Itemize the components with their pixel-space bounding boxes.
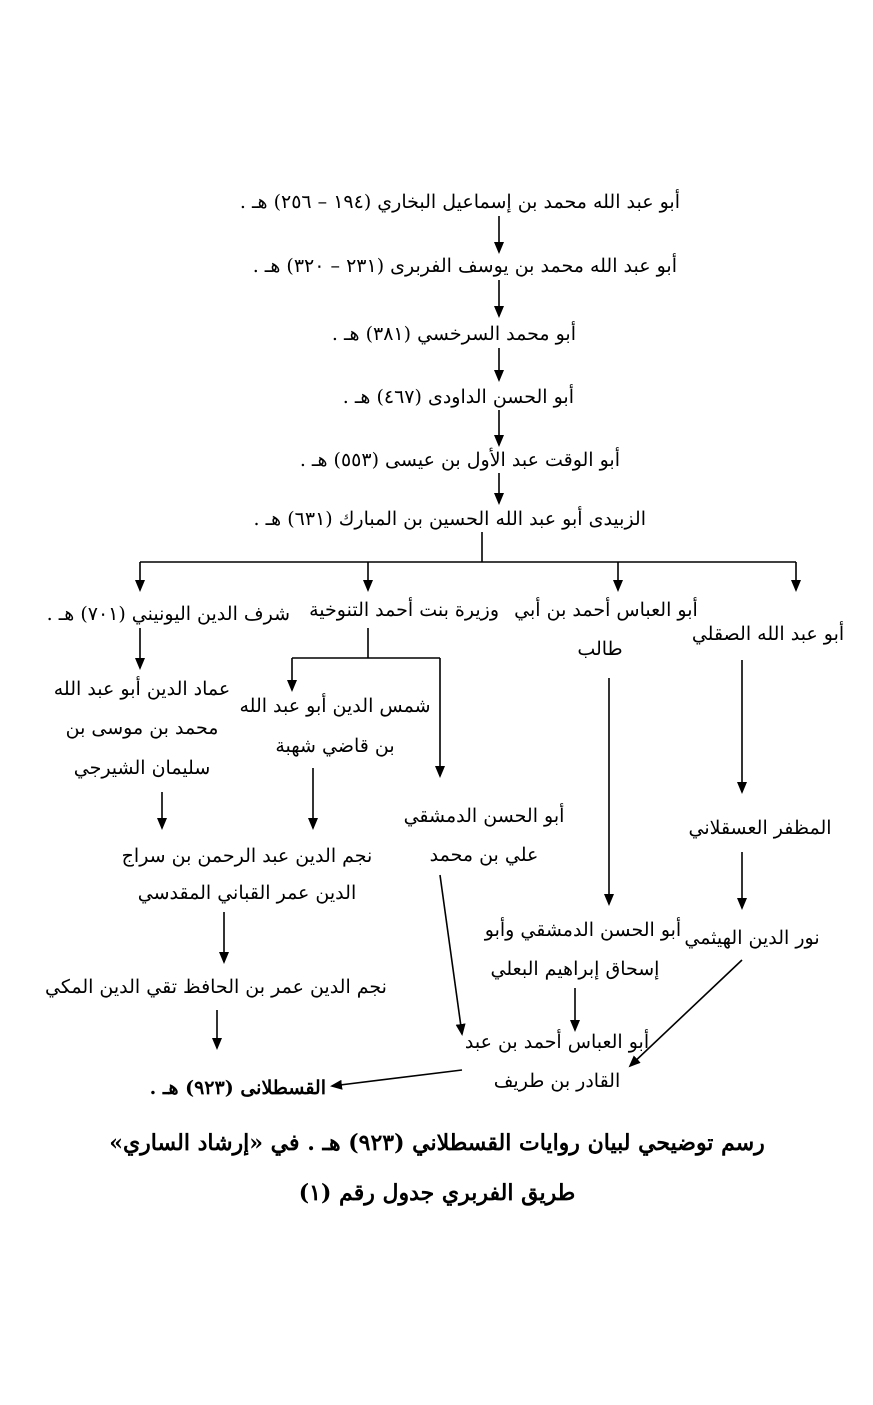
chain-node-bukhari: أبو عبد الله محمد بن إسماعيل البخاري (١٩٤ – ٢٥٦) هـ . (239, 191, 680, 213)
node-nur: نور الدين الهيثمي (684, 927, 820, 949)
node-shams-line2: بن قاضي شهبة (275, 735, 395, 757)
chain-node-zubaydi: الزبيدى أبو عبد الله الحسين بن المبارك (٦٣١) هـ . (253, 508, 646, 530)
node-abbas-line2: طالب (577, 638, 623, 660)
node-hasan-line2: علي بن محمد (429, 844, 539, 866)
arrow-hasan-tarif (440, 875, 462, 1034)
node-shams-line1: شمس الدين أبو عبد الله (239, 695, 431, 717)
node-qastallani: القسطلانى (٩٢٣) هـ . (149, 1077, 326, 1099)
node-muzaffar: المظفر العسقلاني (688, 817, 832, 839)
node-tarif-line2: القادر بن طريف (493, 1070, 621, 1092)
node-dimashqi-line2: إسحاق إبراهيم البعلي (490, 958, 660, 980)
node-imad-line3: سليمان الشيرجي (73, 757, 211, 779)
node-najm1-line1: نجم الدين عبد الرحمن بن سراج (121, 845, 373, 867)
node-najm2: نجم الدين عمر بن الحافظ تقي الدين المكي (45, 976, 387, 998)
node-siqilli: أبو عبد الله الصقلي (691, 623, 845, 645)
node-najm1-line2: الدين عمر القباني المقدسي (137, 882, 357, 904)
node-abbas-line1: أبو العباس أحمد بن أبي (514, 599, 698, 621)
chain-node-firabri: أبو عبد الله محمد بن يوسف الفربرى (٢٣١ – ٣٢٠) هـ . (252, 255, 677, 277)
node-imad-line2: محمد بن موسى بن (65, 717, 219, 739)
node-tarif-line1: أبو العباس أحمد بن عبد (464, 1031, 650, 1053)
caption-line1: رسم توضيحي لبيان روايات القسطلاني (٩٢٣) هـ . في «إرشاد الساري» (109, 1130, 765, 1156)
chain-node-abul-waqt: أبو الوقت عبد الأول بن عيسى (٥٥٣) هـ . (299, 449, 620, 471)
node-wazira: وزيرة بنت أحمد التنوخية (309, 599, 499, 621)
chain-node-dawudi: أبو الحسن الداودى (٤٦٧) هـ . (342, 386, 574, 408)
node-dimashqi-line1: أبو الحسن الدمشقي وأبو (484, 919, 682, 941)
arrow-tarif-qastallani (332, 1070, 462, 1086)
node-sharaf-yunini: شرف الدين اليونيني (٧٠١) هـ . (46, 603, 290, 625)
node-hasan-line1: أبو الحسن الدمشقي (403, 805, 565, 827)
chain-node-sarakhsi: أبو محمد السرخسي (٣٨١) هـ . (331, 323, 576, 345)
node-imad-line1: عماد الدين أبو عبد الله (53, 678, 231, 700)
caption-line2: طريق الفربري جدول رقم (١) (298, 1180, 576, 1206)
